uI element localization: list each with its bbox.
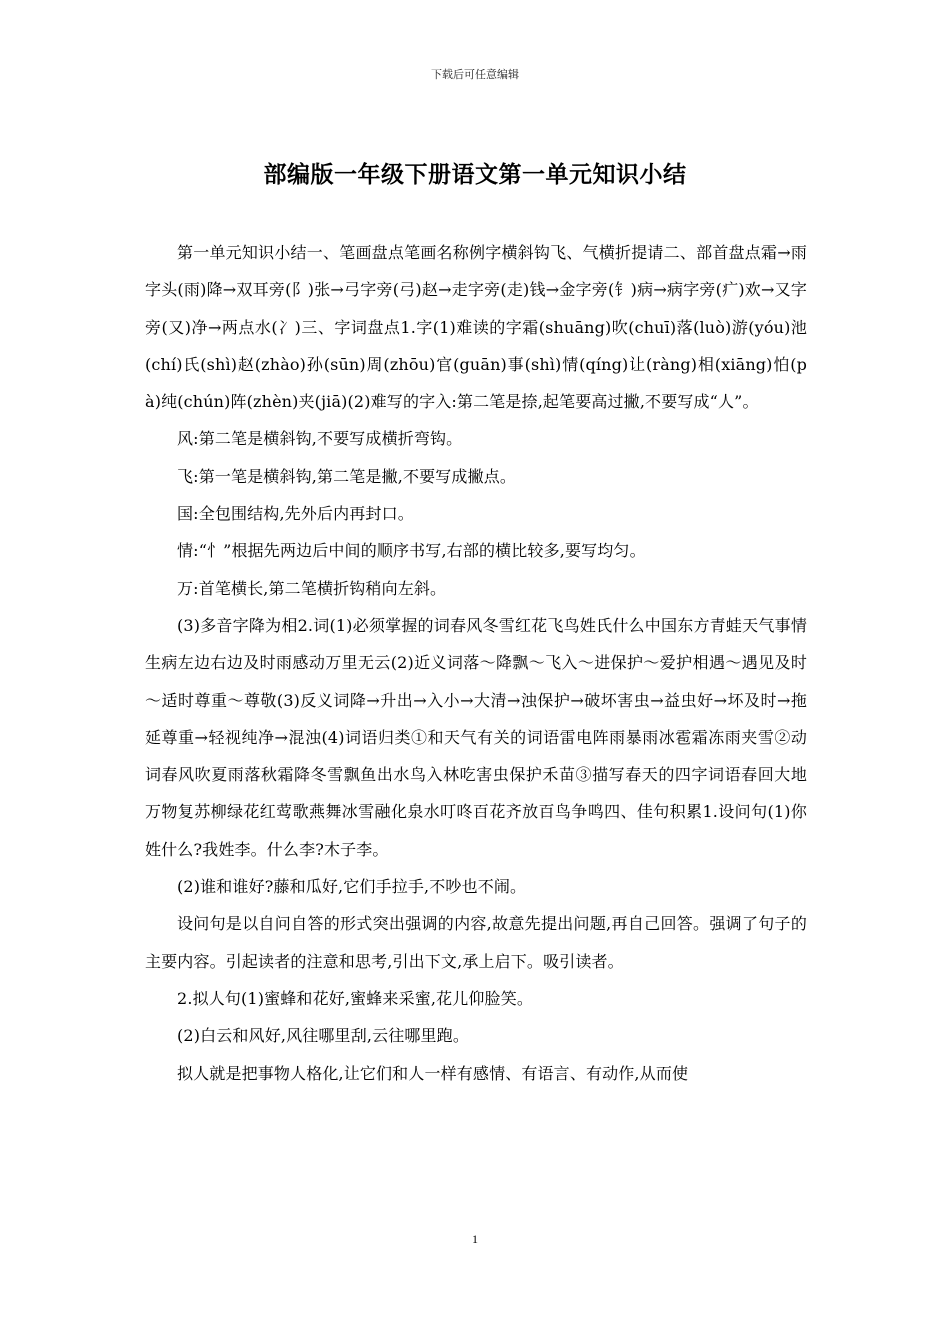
document-body <box>145 234 807 1092</box>
paragraph-10: 2.拟人句(1)蜜蜂和花好,蜜蜂来采蜜,花儿仰脸笑。 <box>177 988 534 1008</box>
paragraph-12: 拟人就是把事物人格化,让它们和人一样有感情、有语言、有动作,从而使 <box>177 1063 689 1083</box>
page-number: 1 <box>472 1232 478 1246</box>
header-note: 下载后可任意编辑 <box>431 68 519 81</box>
document-title: 部编版一年级下册语文第一单元知识小结 <box>263 162 687 188</box>
paragraph-2: 风:第二笔是横斜钩,不要写成横折弯钩。 <box>177 429 463 449</box>
paragraph-5: 情:“忄”根据先两边后中间的顺序书写,右部的横比较多,要写均匀。 <box>177 541 646 561</box>
paragraph-11: (2)白云和风好,风往哪里刮,云往哪里跑。 <box>177 1026 469 1046</box>
paragraph-3: 飞:第一笔是横斜钩,第二笔是撇,不要写成撇点。 <box>177 466 517 486</box>
paragraph-8: (2)谁和谁好?藤和瓜好,它们手拉手,不吵也不闹。 <box>177 877 527 897</box>
paragraph-7: (3)多音字降为相2.词(1)必须掌握的词春风冬雪红花飞鸟姓氏什么中国东方青蛙天气事情生病左边右边及时雨感动万里无云(2)近义词落～降飘～飞入～进保护～爱护相遇～遇见及时～适时尊重～尊敬(3)反义词降→升出→入小→大清→浊保护→破坏害虫→益虫好→坏及时→拖延尊重→轻视纯净→混浊(4)词语归类①和天气有关的词语雷电阵雨暴雨冰雹霜冻雨夹雪②动词春风吹夏雨落秋霜降冬雪飘鱼出水鸟入林吃害虫保护禾苗③描写春天的四字词语春回大地万物复苏柳绿花红莺歌燕舞冰雪融化泉水叮咚百花齐放百鸟争鸣四、佳句积累1.设问句(1)你姓什么?我姓李。什么李?木子李。 <box>145 615 807 859</box>
paragraph-4: 国:全包围结构,先外后内再封口。 <box>177 504 414 524</box>
paragraph-9: 设问句是以自问自答的形式突出强调的内容,故意先提出问题,再自己回答。强调了句子的主要内容。引起读者的注意和思考,引出下文,承上启下。吸引读者。 <box>145 914 807 971</box>
paragraph-1: 第一单元知识小结一、笔画盘点笔画名称例字横斜钩飞、气横折提请二、部首盘点霜→雨字头(雨)降→双耳旁(阝)张→弓字旁(弓)赵→走字旁(走)钱→金字旁(钅)病→病字旁(疒)欢→又字旁(又)净→两点水(冫)三、字词盘点1.字(1)难读的字霜(shuāng)吹(chuī)落(luò)游(yóu)池(chí)氏(shì)赵(zhào)孙(sūn)周(zhōu)官(guān)事(shì)情(qíng)让(ràng)相(xiāng)怕(pà)纯(chún)阵(zhèn)夹(jiā)(2)难写的字入:第二笔是捺,起笔要高过撇,不要写成“人”。 <box>145 243 807 412</box>
paragraph-6: 万:首笔横长,第二笔横折钩稍向左斜。 <box>177 578 447 598</box>
